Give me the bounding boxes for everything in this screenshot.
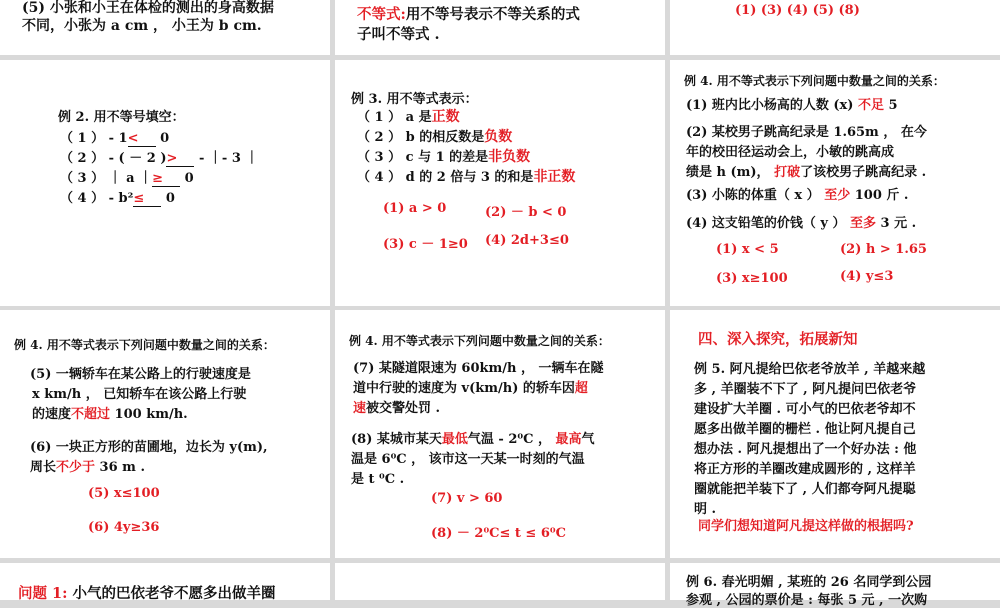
example4-title-b: 例 4. 用不等式表示下列问题中数量之间的关系： — [14, 338, 275, 352]
slide2-answer: (1) (3) (4) (5) (8) — [735, 3, 860, 18]
section-heading: 四、深入探究，拓展新知 — [698, 331, 858, 348]
ex3-item-2: （ 2 ） b 的相反数是负数 — [357, 129, 513, 145]
example2-title: 例 2. 用不等号填空： — [58, 110, 185, 125]
slide-7 — [335, 310, 665, 558]
ex5-question: 同学们想知道阿凡提这样做的根据吗? — [698, 519, 914, 534]
ex3-answer-1: (1) a > 0 — [383, 201, 447, 216]
ex5-line-2: 多 , 羊圈装不下了 , 阿凡提问巴依老爷 — [694, 382, 917, 397]
example4-title-c: 例 4. 用不等式表示下列问题中数量之间的关系： — [349, 334, 610, 348]
ex4-answer-1: (1) x < 5 — [716, 242, 779, 257]
ex3-answer-4: (4) 2d+3≤0 — [485, 233, 569, 248]
ex4-q2-line2: 年的校田径运动会上，小敏的跳高成 — [686, 145, 895, 160]
ex4-p6-line2: 周长不少于 36 m . — [30, 460, 145, 475]
ex5-line-3: 建设扩大羊圈 . 可小气的巴依老爷却不 — [694, 402, 916, 417]
slide-10 — [335, 563, 665, 600]
ex5-line-6: 将正方形的羊圈改建成圆形的 , 这样羊 — [694, 462, 916, 477]
ex4-answer-5: (5) x≤100 — [88, 486, 160, 501]
ex4-p7-line2: 道中行驶的速度为 v(km/h) 的轿车因超 — [353, 381, 588, 396]
slide-11 — [670, 563, 1000, 608]
answer-symbol-4: ≤ — [133, 191, 161, 207]
ex4-p5-line2: x km/h ， 已知轿车在该公路上行驶 — [32, 387, 247, 402]
slide-9 — [0, 563, 330, 600]
ex4-p7-line3: 速被交警处罚 . — [353, 401, 441, 416]
ex4-q2-line3: 绩是 h (m)， 打破了该校男子跳高纪录 . — [686, 165, 927, 180]
slide-1 — [335, 0, 665, 55]
ex4-answer-6: (6) 4y≥36 — [88, 520, 160, 535]
ex4-p8-line3: 是 t ⁰C . — [351, 472, 405, 487]
def-text: 用不等号表示不等关系的式 — [405, 6, 580, 23]
ex5-line-7: 圈就能把羊装下了 , 人们都夸阿凡提聪 — [694, 482, 916, 497]
slide-5 — [670, 60, 1000, 306]
ex3-item-1: （ 1 ） a 是正数 — [357, 109, 460, 125]
answer-symbol-3: ≥ — [152, 171, 180, 187]
ex5-line-8: 明 . — [694, 502, 717, 517]
ex4-answer-4: (4) y≤3 — [840, 269, 894, 284]
fill-row-2: （ 2 ） - ( － 2 )> - ｜- 3 ｜ — [60, 151, 259, 166]
ex4-answer-8: (8) － 2⁰C≤ t ≤ 6⁰C — [431, 526, 566, 541]
example3-title: 例 3. 用不等式表示： — [351, 92, 478, 107]
slide-3 — [0, 60, 330, 306]
ex5-line-1: 例 5. 阿凡提给巴依老爷放羊 , 羊越来越 — [694, 362, 926, 377]
ex4-q3: (3) 小陈的体重（ x ） 至少 100 斤 . — [686, 188, 909, 203]
term-inequality: 不等式: — [357, 6, 406, 23]
slide-2 — [670, 0, 1000, 55]
fill-row-3: （ 3 ） ｜ a ｜≥ 0 — [60, 171, 194, 186]
fill-row-4: （ 4 ） - b²≤ 0 — [60, 191, 175, 206]
ex4-q1: (1) 班内比小杨高的人数 (x) 不足 5 — [686, 98, 898, 113]
ex6-line1: 例 6. 春光明媚 , 某班的 26 名同学到公园 — [686, 575, 932, 590]
ex3-item-3: （ 3 ） c 与 1 的差是非负数 — [357, 149, 531, 165]
slide-8 — [670, 310, 1000, 558]
problem1-line: 问题 1: 小气的巴依老爷不愿多出做羊圈 — [18, 585, 276, 602]
ex4-p6-line1: (6) 一块正方形的苗圃地，边长为 y(m), — [30, 440, 268, 455]
ex4-q2-line1: (2) 某校男子跳高纪录是 1.65m ， 在今 — [686, 125, 927, 140]
fill-row-1: （ 1 ） - 1< 0 — [60, 131, 170, 146]
example4-title: 例 4. 用不等式表示下列问题中数量之间的关系： — [684, 74, 945, 88]
ex3-answer-2: (2) － b < 0 — [485, 205, 567, 220]
answer-symbol-1: < — [128, 131, 156, 147]
ex4-p7-line1: (7) 某隧道限速为 60km/h ， 一辆车在隧 — [353, 361, 604, 376]
slide0-line2: 不同，小张为 a cm ， 小王为 b cm. — [22, 18, 262, 34]
ex4-answer-3: (3) x≥100 — [716, 271, 788, 286]
ex4-q4: (4) 这支铅笔的价钱（ y ） 至多 3 元 . — [686, 216, 917, 231]
ex4-p5-line1: (5) 一辆轿车在某公路上的行驶速度是 — [30, 367, 251, 382]
ex6-line2: 参观 , 公园的票价是 : 每张 5 元 , 一次购 — [686, 593, 928, 608]
ex5-line-4: 愿多出做羊圈的栅栏 . 他让阿凡提自己 — [694, 422, 916, 437]
slide-4 — [335, 60, 665, 306]
slide0-line1: (5) 小张和小王在体检的测出的身高数据 — [22, 0, 274, 16]
slide1-def-line2: 子叫不等式 . — [357, 26, 440, 43]
ex3-answer-3: (3) c － 1≥0 — [383, 237, 468, 252]
ex4-p5-line3: 的速度不超过 100 km/h. — [32, 407, 188, 422]
answer-symbol-2: > — [166, 151, 194, 167]
ex4-p8-line1: (8) 某城市某天最低气温 - 2⁰C ， 最高气 — [351, 432, 595, 447]
ex4-p8-line2: 温是 6⁰C ， 该市这一天某一时刻的气温 — [351, 452, 585, 467]
slide-6 — [0, 310, 330, 558]
slide1-def-line1 — [357, 3, 580, 24]
ex4-answer-7: (7) v > 60 — [431, 491, 503, 506]
slide-0 — [0, 0, 330, 55]
ex3-item-4: （ 4 ） d 的 2 倍与 3 的和是非正数 — [357, 169, 576, 185]
ex5-line-5: 想办法 . 阿凡提想出了一个好办法 : 他 — [694, 442, 917, 457]
ex4-answer-2: (2) h > 1.65 — [840, 242, 927, 257]
